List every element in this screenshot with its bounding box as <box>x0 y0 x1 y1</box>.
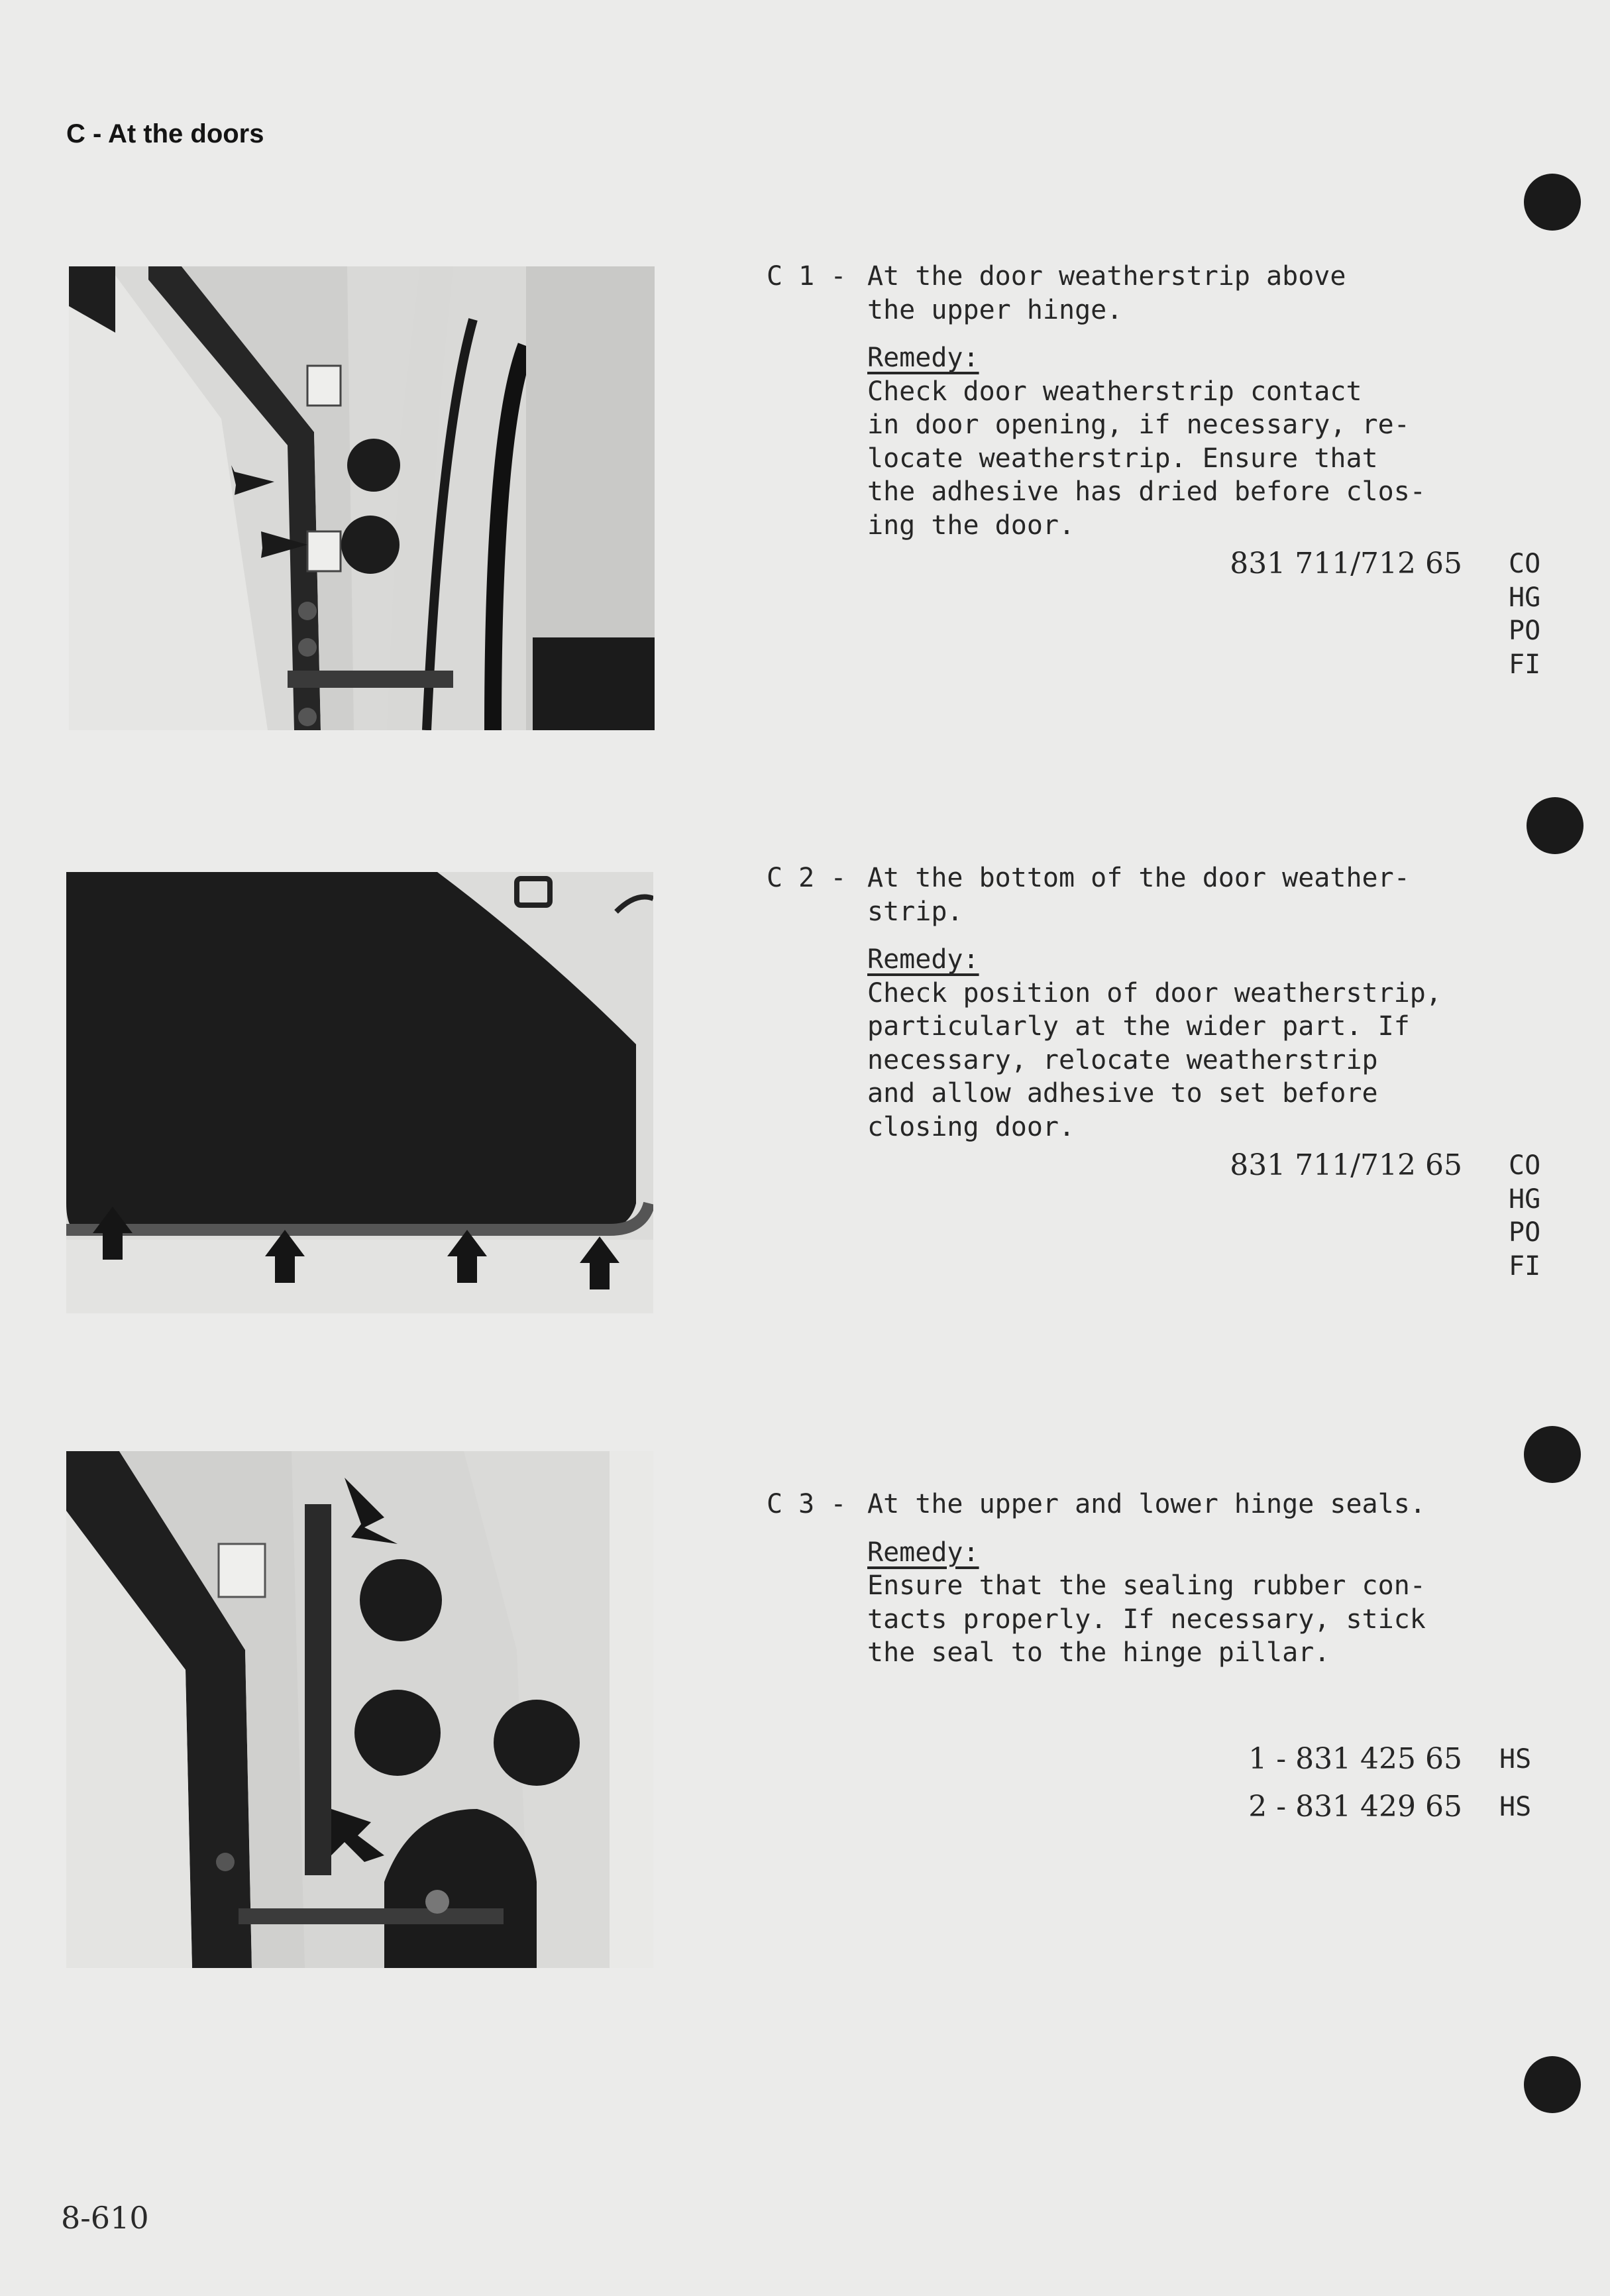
section-heading: C - At the doors <box>66 119 264 148</box>
remedy-label: Remedy: <box>867 343 979 373</box>
part-number: 2 - 831 429 65 <box>1248 1790 1462 1824</box>
parts-list <box>767 547 1548 681</box>
item-code: C 2 - <box>767 863 847 893</box>
photo-c3-hinge-seals <box>66 1451 653 1968</box>
model-code: FI <box>1509 1250 1541 1282</box>
punch-hole-1 <box>1524 174 1581 231</box>
remedy-block <box>867 1536 1548 1670</box>
model-code: CO <box>1509 1150 1541 1181</box>
item-c2 <box>767 861 1548 1283</box>
model-code: FI <box>1509 649 1541 680</box>
remedy-text: Check door weatherstrip contact in door opening, if necessary, re- locate weatherstrip. Ensure that the adhesive has dried before clos- ing the door. <box>867 376 1426 541</box>
item-c3 <box>767 1488 1548 1824</box>
page-number: 8-610 <box>61 2200 149 2236</box>
part-number: 1 - 831 425 65 <box>1248 1741 1462 1776</box>
remedy-block <box>867 943 1548 1144</box>
punch-hole-2 <box>1527 797 1583 854</box>
remedy-label: Remedy: <box>867 1537 979 1568</box>
model-code: HS <box>1499 1743 1532 1775</box>
model-code: HG <box>1509 582 1541 613</box>
item-code: C 1 - <box>767 261 847 292</box>
item-title: At the door weatherstrip above the upper hinge. <box>867 261 1346 325</box>
model-code: PO <box>1509 616 1541 646</box>
model-code: HG <box>1509 1183 1541 1215</box>
punch-hole-3 <box>1524 1426 1581 1483</box>
item-title: At the upper and lower hinge seals. <box>867 1489 1426 1519</box>
remedy-label: Remedy: <box>867 944 979 975</box>
model-code: HS <box>1499 1792 1532 1822</box>
parts-list <box>767 1743 1548 1824</box>
photo-c1-door-hinge <box>69 266 655 730</box>
part-number: 831 711/712 65 <box>1230 547 1462 580</box>
punch-hole-4 <box>1524 2056 1581 2113</box>
remedy-text: Ensure that the sealing rubber con- tacts properly. If necessary, stick the seal to the hinge pillar. <box>867 1570 1426 1668</box>
item-code: C 3 - <box>767 1489 847 1519</box>
model-code: PO <box>1509 1217 1541 1248</box>
item-title: At the bottom of the door weather- strip. <box>867 863 1410 927</box>
remedy-text: Check position of door weatherstrip, particularly at the wider part. If necessary, relocate weatherstrip and allow adhesive to set before closing door. <box>867 977 1442 1142</box>
item-c1 <box>767 260 1548 681</box>
parts-list <box>767 1149 1548 1283</box>
model-code: CO <box>1509 549 1541 579</box>
remedy-block <box>867 341 1548 542</box>
photo-c2-door-bottom <box>66 872 653 1313</box>
part-number: 831 711/712 65 <box>1230 1148 1462 1182</box>
